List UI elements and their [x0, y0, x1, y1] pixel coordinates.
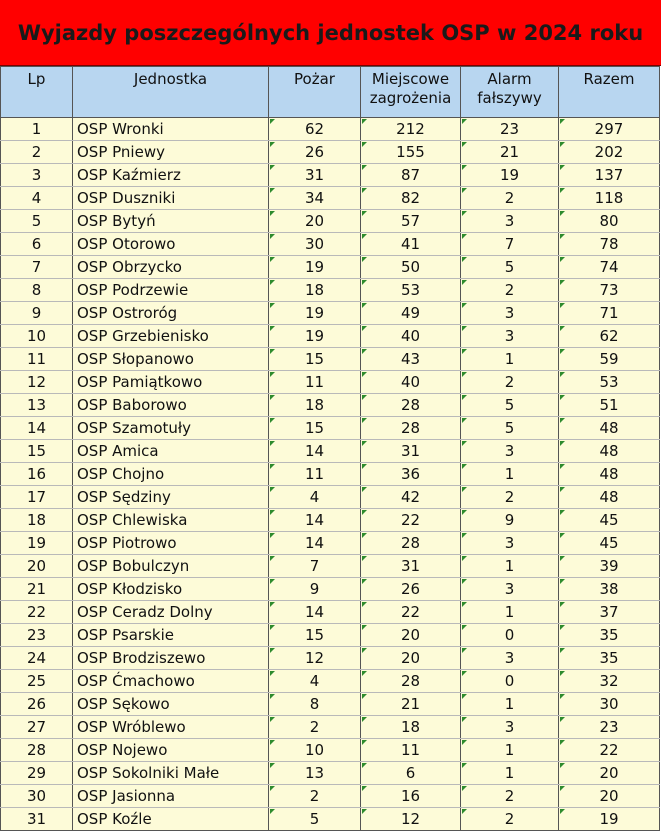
cell-miejscowe-zagrozenia[interactable]: 28 [361, 670, 461, 693]
cell-jednostka[interactable]: OSP Sokolniki Małe [73, 762, 269, 785]
cell-razem[interactable]: 73 [559, 279, 660, 302]
cell-lp[interactable]: 20 [1, 555, 73, 578]
cell-alarm-falszywy[interactable]: 2 [461, 808, 559, 831]
cell-pozar[interactable]: 15 [269, 624, 361, 647]
cell-lp[interactable]: 9 [1, 302, 73, 325]
cell-jednostka[interactable]: OSP Ostroróg [73, 302, 269, 325]
cell-miejscowe-zagrozenia[interactable]: 16 [361, 785, 461, 808]
cell-jednostka[interactable]: OSP Jasionna [73, 785, 269, 808]
table-row [1, 693, 660, 716]
cell-pozar[interactable]: 30 [269, 233, 361, 256]
cell-jednostka[interactable]: OSP Ceradz Dolny [73, 601, 269, 624]
cell-lp[interactable]: 13 [1, 394, 73, 417]
table-row [1, 739, 660, 762]
cell-razem[interactable]: 37 [559, 601, 660, 624]
cell-miejscowe-zagrozenia[interactable]: 40 [361, 371, 461, 394]
cell-alarm-falszywy[interactable]: 3 [461, 647, 559, 670]
cell-razem[interactable]: 48 [559, 486, 660, 509]
cell-alarm-falszywy[interactable]: 21 [461, 141, 559, 164]
cell-alarm-falszywy[interactable]: 1 [461, 463, 559, 486]
header-miejscowe-zagrozenia[interactable]: Miejscowe zagrożenia [361, 67, 461, 118]
cell-razem[interactable]: 48 [559, 417, 660, 440]
header-alarm-falszywy[interactable]: Alarm fałszywy [461, 67, 559, 118]
cell-lp[interactable]: 21 [1, 578, 73, 601]
page-title: Wyjazdy poszczególnych jednostek OSP w 2024 roku [17, 20, 644, 45]
cell-alarm-falszywy[interactable]: 2 [461, 371, 559, 394]
cell-miejscowe-zagrozenia[interactable]: 212 [361, 118, 461, 141]
cell-pozar[interactable]: 5 [269, 808, 361, 831]
cell-pozar[interactable]: 26 [269, 141, 361, 164]
cell-razem[interactable]: 48 [559, 463, 660, 486]
cell-pozar[interactable]: 11 [269, 371, 361, 394]
cell-miejscowe-zagrozenia[interactable]: 12 [361, 808, 461, 831]
cell-lp[interactable]: 15 [1, 440, 73, 463]
cell-miejscowe-zagrozenia[interactable]: 53 [361, 279, 461, 302]
cell-pozar[interactable]: 7 [269, 555, 361, 578]
cell-razem[interactable]: 80 [559, 210, 660, 233]
cell-alarm-falszywy[interactable]: 0 [461, 624, 559, 647]
cell-jednostka[interactable]: OSP Brodziszewo [73, 647, 269, 670]
cell-pozar[interactable]: 15 [269, 348, 361, 371]
cell-lp[interactable]: 3 [1, 164, 73, 187]
cell-razem[interactable]: 35 [559, 647, 660, 670]
cell-lp[interactable]: 11 [1, 348, 73, 371]
cell-jednostka[interactable]: OSP Nojewo [73, 739, 269, 762]
cell-jednostka[interactable]: OSP Wronki [73, 118, 269, 141]
cell-jednostka[interactable]: OSP Chojno [73, 463, 269, 486]
table-row [1, 808, 660, 831]
table-row [1, 210, 660, 233]
table-row [1, 256, 660, 279]
cell-pozar[interactable]: 20 [269, 210, 361, 233]
cell-razem[interactable]: 202 [559, 141, 660, 164]
cell-alarm-falszywy[interactable]: 3 [461, 302, 559, 325]
cell-miejscowe-zagrozenia[interactable]: 20 [361, 647, 461, 670]
cell-miejscowe-zagrozenia[interactable]: 40 [361, 325, 461, 348]
table-row [1, 670, 660, 693]
cell-razem[interactable]: 118 [559, 187, 660, 210]
cell-lp[interactable]: 29 [1, 762, 73, 785]
cell-pozar[interactable]: 9 [269, 578, 361, 601]
table-row [1, 371, 660, 394]
cell-alarm-falszywy[interactable]: 2 [461, 486, 559, 509]
stats-table [0, 66, 660, 831]
cell-lp[interactable]: 18 [1, 509, 73, 532]
table-row [1, 555, 660, 578]
table-row [1, 118, 660, 141]
cell-razem[interactable]: 45 [559, 509, 660, 532]
header-pozar[interactable]: Pożar [269, 67, 361, 118]
cell-pozar[interactable]: 4 [269, 670, 361, 693]
header-jednostka[interactable]: Jednostka [73, 67, 269, 118]
cell-pozar[interactable]: 31 [269, 164, 361, 187]
cell-razem[interactable]: 51 [559, 394, 660, 417]
cell-pozar[interactable]: 14 [269, 532, 361, 555]
cell-pozar[interactable]: 13 [269, 762, 361, 785]
cell-pozar[interactable]: 10 [269, 739, 361, 762]
cell-lp[interactable]: 5 [1, 210, 73, 233]
cell-jednostka[interactable]: OSP Kłodzisko [73, 578, 269, 601]
cell-lp[interactable]: 4 [1, 187, 73, 210]
cell-jednostka[interactable]: OSP Ćmachowo [73, 670, 269, 693]
cell-jednostka[interactable]: OSP Pamiątkowo [73, 371, 269, 394]
cell-jednostka[interactable]: OSP Duszniki [73, 187, 269, 210]
table-row [1, 279, 660, 302]
cell-alarm-falszywy[interactable]: 5 [461, 417, 559, 440]
cell-alarm-falszywy[interactable]: 2 [461, 279, 559, 302]
cell-razem[interactable]: 38 [559, 578, 660, 601]
cell-miejscowe-zagrozenia[interactable]: 82 [361, 187, 461, 210]
table-row [1, 463, 660, 486]
cell-alarm-falszywy[interactable]: 19 [461, 164, 559, 187]
cell-alarm-falszywy[interactable]: 1 [461, 762, 559, 785]
cell-miejscowe-zagrozenia[interactable]: 18 [361, 716, 461, 739]
cell-alarm-falszywy[interactable]: 7 [461, 233, 559, 256]
cell-jednostka[interactable]: OSP Podrzewie [73, 279, 269, 302]
cell-razem[interactable]: 35 [559, 624, 660, 647]
cell-razem[interactable]: 53 [559, 371, 660, 394]
table-row [1, 164, 660, 187]
cell-pozar[interactable]: 18 [269, 279, 361, 302]
header-lp[interactable]: Lp [1, 67, 73, 118]
cell-lp[interactable]: 31 [1, 808, 73, 831]
cell-miejscowe-zagrozenia[interactable]: 87 [361, 164, 461, 187]
cell-pozar[interactable]: 18 [269, 394, 361, 417]
cell-miejscowe-zagrozenia[interactable]: 31 [361, 440, 461, 463]
cell-pozar[interactable]: 12 [269, 647, 361, 670]
table-row [1, 187, 660, 210]
title-bar [0, 0, 661, 66]
cell-alarm-falszywy[interactable]: 1 [461, 601, 559, 624]
cell-lp[interactable]: 6 [1, 233, 73, 256]
table-row [1, 762, 660, 785]
cell-lp[interactable]: 1 [1, 118, 73, 141]
cell-razem[interactable]: 39 [559, 555, 660, 578]
cell-miejscowe-zagrozenia[interactable]: 36 [361, 463, 461, 486]
table-row [1, 417, 660, 440]
table-row [1, 578, 660, 601]
cell-lp[interactable]: 24 [1, 647, 73, 670]
cell-alarm-falszywy[interactable]: 3 [461, 532, 559, 555]
cell-razem[interactable]: 78 [559, 233, 660, 256]
cell-miejscowe-zagrozenia[interactable]: 155 [361, 141, 461, 164]
cell-lp[interactable]: 14 [1, 417, 73, 440]
cell-razem[interactable]: 32 [559, 670, 660, 693]
table-row [1, 601, 660, 624]
cell-lp[interactable]: 23 [1, 624, 73, 647]
cell-jednostka[interactable]: OSP Pniewy [73, 141, 269, 164]
cell-razem[interactable]: 71 [559, 302, 660, 325]
cell-jednostka[interactable]: OSP Wróblewo [73, 716, 269, 739]
cell-jednostka[interactable]: OSP Bobulczyn [73, 555, 269, 578]
cell-razem[interactable]: 20 [559, 762, 660, 785]
cell-lp[interactable]: 30 [1, 785, 73, 808]
cell-jednostka[interactable]: OSP Szamotuły [73, 417, 269, 440]
cell-pozar[interactable]: 2 [269, 716, 361, 739]
table-row [1, 302, 660, 325]
cell-lp[interactable]: 10 [1, 325, 73, 348]
cell-razem[interactable]: 48 [559, 440, 660, 463]
cell-miejscowe-zagrozenia[interactable]: 28 [361, 417, 461, 440]
cell-jednostka[interactable]: OSP Chlewiska [73, 509, 269, 532]
cell-jednostka[interactable]: OSP Baborowo [73, 394, 269, 417]
header-razem[interactable]: Razem [559, 67, 660, 118]
table-row [1, 624, 660, 647]
cell-miejscowe-zagrozenia[interactable]: 28 [361, 532, 461, 555]
cell-alarm-falszywy[interactable]: 1 [461, 555, 559, 578]
cell-lp[interactable]: 27 [1, 716, 73, 739]
cell-miejscowe-zagrozenia[interactable]: 41 [361, 233, 461, 256]
cell-pozar[interactable]: 62 [269, 118, 361, 141]
cell-miejscowe-zagrozenia[interactable]: 31 [361, 555, 461, 578]
cell-miejscowe-zagrozenia[interactable]: 42 [361, 486, 461, 509]
cell-miejscowe-zagrozenia[interactable]: 22 [361, 509, 461, 532]
cell-pozar[interactable]: 2 [269, 785, 361, 808]
cell-lp[interactable]: 19 [1, 532, 73, 555]
cell-pozar[interactable]: 14 [269, 509, 361, 532]
cell-alarm-falszywy[interactable]: 3 [461, 325, 559, 348]
cell-alarm-falszywy[interactable]: 5 [461, 256, 559, 279]
cell-miejscowe-zagrozenia[interactable]: 22 [361, 601, 461, 624]
cell-jednostka[interactable]: OSP Piotrowo [73, 532, 269, 555]
header-row [1, 67, 660, 118]
cell-razem[interactable]: 20 [559, 785, 660, 808]
cell-razem[interactable]: 137 [559, 164, 660, 187]
table-row [1, 509, 660, 532]
cell-pozar[interactable]: 4 [269, 486, 361, 509]
table-row [1, 716, 660, 739]
cell-miejscowe-zagrozenia[interactable]: 21 [361, 693, 461, 716]
cell-lp[interactable]: 7 [1, 256, 73, 279]
cell-pozar[interactable]: 8 [269, 693, 361, 716]
cell-pozar[interactable]: 19 [269, 325, 361, 348]
table-row [1, 486, 660, 509]
cell-jednostka[interactable]: OSP Grzebienisko [73, 325, 269, 348]
table-body [1, 118, 660, 831]
cell-miejscowe-zagrozenia[interactable]: 6 [361, 762, 461, 785]
cell-jednostka[interactable]: OSP Koźle [73, 808, 269, 831]
table-row [1, 785, 660, 808]
cell-miejscowe-zagrozenia[interactable]: 26 [361, 578, 461, 601]
cell-jednostka[interactable]: OSP Psarskie [73, 624, 269, 647]
cell-alarm-falszywy[interactable]: 3 [461, 440, 559, 463]
cell-miejscowe-zagrozenia[interactable]: 11 [361, 739, 461, 762]
cell-alarm-falszywy[interactable]: 0 [461, 670, 559, 693]
cell-lp[interactable]: 16 [1, 463, 73, 486]
cell-lp[interactable]: 2 [1, 141, 73, 164]
cell-miejscowe-zagrozenia[interactable]: 49 [361, 302, 461, 325]
cell-alarm-falszywy[interactable]: 5 [461, 394, 559, 417]
cell-miejscowe-zagrozenia[interactable]: 28 [361, 394, 461, 417]
cell-jednostka[interactable]: OSP Obrzycko [73, 256, 269, 279]
cell-miejscowe-zagrozenia[interactable]: 20 [361, 624, 461, 647]
cell-jednostka[interactable]: OSP Amica [73, 440, 269, 463]
cell-razem[interactable]: 23 [559, 716, 660, 739]
table-row [1, 394, 660, 417]
cell-lp[interactable]: 22 [1, 601, 73, 624]
table-row [1, 532, 660, 555]
cell-razem[interactable]: 22 [559, 739, 660, 762]
cell-lp[interactable]: 26 [1, 693, 73, 716]
table-row [1, 233, 660, 256]
cell-alarm-falszywy[interactable]: 3 [461, 210, 559, 233]
cell-pozar[interactable]: 14 [269, 440, 361, 463]
cell-razem[interactable]: 45 [559, 532, 660, 555]
cell-alarm-falszywy[interactable]: 1 [461, 739, 559, 762]
cell-pozar[interactable]: 11 [269, 463, 361, 486]
cell-miejscowe-zagrozenia[interactable]: 57 [361, 210, 461, 233]
table-row [1, 348, 660, 371]
cell-alarm-falszywy[interactable]: 1 [461, 693, 559, 716]
cell-lp[interactable]: 25 [1, 670, 73, 693]
table-row [1, 141, 660, 164]
cell-lp[interactable]: 28 [1, 739, 73, 762]
cell-razem[interactable]: 62 [559, 325, 660, 348]
cell-alarm-falszywy[interactable]: 1 [461, 348, 559, 371]
cell-jednostka[interactable]: OSP Kaźmierz [73, 164, 269, 187]
cell-alarm-falszywy[interactable]: 9 [461, 509, 559, 532]
cell-razem[interactable]: 59 [559, 348, 660, 371]
table-row [1, 325, 660, 348]
cell-miejscowe-zagrozenia[interactable]: 43 [361, 348, 461, 371]
cell-alarm-falszywy[interactable]: 23 [461, 118, 559, 141]
table-row [1, 440, 660, 463]
cell-jednostka[interactable]: OSP Bytyń [73, 210, 269, 233]
cell-pozar[interactable]: 14 [269, 601, 361, 624]
cell-pozar[interactable]: 19 [269, 256, 361, 279]
cell-jednostka[interactable]: OSP Sękowo [73, 693, 269, 716]
cell-miejscowe-zagrozenia[interactable]: 50 [361, 256, 461, 279]
cell-jednostka[interactable]: OSP Sędziny [73, 486, 269, 509]
cell-pozar[interactable]: 15 [269, 417, 361, 440]
cell-alarm-falszywy[interactable]: 3 [461, 578, 559, 601]
cell-lp[interactable]: 8 [1, 279, 73, 302]
cell-alarm-falszywy[interactable]: 2 [461, 187, 559, 210]
cell-jednostka[interactable]: OSP Otorowo [73, 233, 269, 256]
cell-razem[interactable]: 19 [559, 808, 660, 831]
cell-lp[interactable]: 12 [1, 371, 73, 394]
cell-lp[interactable]: 17 [1, 486, 73, 509]
table-row [1, 647, 660, 670]
cell-razem[interactable]: 30 [559, 693, 660, 716]
cell-pozar[interactable]: 19 [269, 302, 361, 325]
cell-pozar[interactable]: 34 [269, 187, 361, 210]
cell-alarm-falszywy[interactable]: 2 [461, 785, 559, 808]
cell-alarm-falszywy[interactable]: 3 [461, 716, 559, 739]
cell-razem[interactable]: 74 [559, 256, 660, 279]
cell-jednostka[interactable]: OSP Słopanowo [73, 348, 269, 371]
cell-razem[interactable]: 297 [559, 118, 660, 141]
